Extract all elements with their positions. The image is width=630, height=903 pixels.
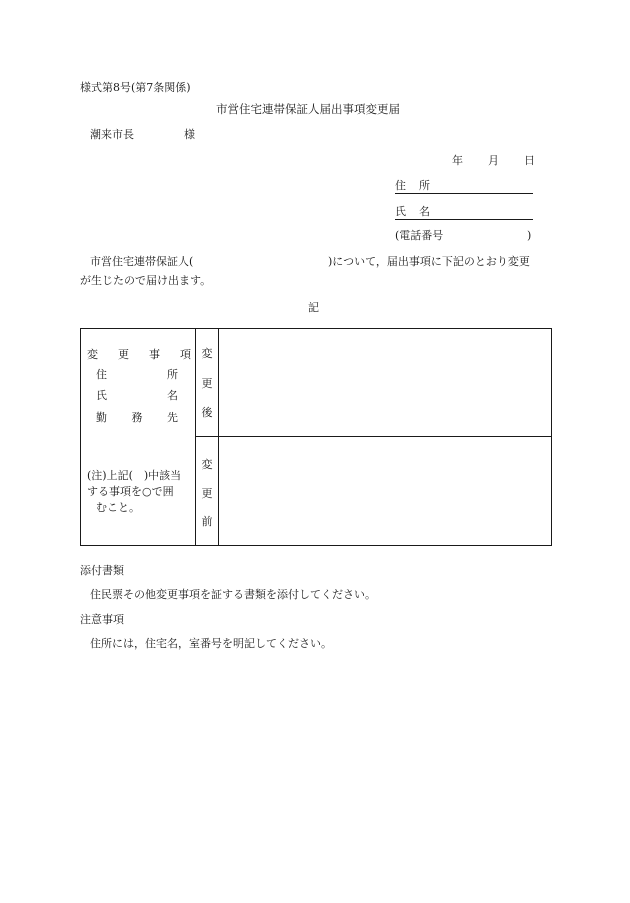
item-heading-char: 項 — [180, 348, 191, 361]
honorific: 様 — [184, 128, 195, 141]
item-address — [96, 369, 178, 380]
item-char: 名 — [167, 389, 178, 402]
after-change-label — [199, 348, 215, 418]
note-line-2: する事項を○で囲 — [87, 485, 174, 498]
form-title: 市営住宅連帯保証人届出事項変更届 — [216, 102, 400, 116]
before-change-label — [199, 459, 215, 527]
table-row-divider — [195, 436, 551, 437]
after-char: 更 — [201, 376, 213, 390]
name-field[interactable] — [395, 206, 533, 220]
phone-close: ) — [527, 229, 532, 242]
address-label-1: 住 — [395, 179, 406, 192]
item-heading-char: 事 — [149, 348, 160, 361]
attachments-text: 住民票その他変更事項を証する書類を添付してください。 — [90, 588, 376, 601]
item-char: 氏 — [96, 389, 107, 402]
body-line-2: が生じたので届け出ます。 — [80, 274, 212, 287]
item-heading-char: 変 — [87, 348, 98, 361]
before-char: 更 — [201, 486, 213, 500]
item-char: 務 — [131, 411, 143, 424]
notes-text: 住所には，住宅名，室番号を明記してください。 — [90, 637, 332, 650]
item-char: 勤 — [96, 411, 107, 424]
after-change-input-area[interactable] — [220, 330, 549, 435]
attachments-heading: 添付書類 — [80, 564, 124, 577]
address-label-2: 所 — [419, 179, 430, 192]
note-line-1: (注)上記( )中該当 — [87, 469, 182, 482]
date-month-label: 月 — [488, 154, 499, 167]
body-line-1-start: 市営住宅連帯保証人( — [90, 255, 194, 268]
ki-heading: 記 — [308, 301, 319, 314]
date-year-label: 年 — [452, 154, 463, 167]
after-char: 後 — [201, 406, 213, 419]
item-char: 住 — [96, 368, 107, 381]
item-name — [96, 390, 178, 401]
phone-label: (電話番号 — [395, 229, 444, 242]
date-day-label: 日 — [524, 154, 535, 167]
addressee: 潮来市長 — [90, 128, 134, 141]
before-char: 変 — [201, 458, 213, 471]
notes-heading: 注意事項 — [80, 613, 124, 626]
body-line-1-end: )について，届出事項に下記のとおり変更 — [328, 255, 530, 268]
note-line-3: むこと。 — [96, 501, 140, 514]
item-char: 先 — [167, 411, 178, 424]
item-workplace — [96, 412, 178, 423]
name-label-1: 氏 — [395, 205, 406, 218]
name-label-2: 名 — [419, 205, 430, 218]
item-heading-char: 更 — [118, 348, 129, 361]
before-change-input-area[interactable] — [220, 438, 549, 543]
address-field[interactable] — [395, 180, 533, 194]
after-char: 変 — [201, 347, 213, 360]
form-number: 様式第8号(第7条関係) — [80, 81, 191, 94]
item-heading — [87, 349, 191, 360]
before-char: 前 — [201, 515, 213, 528]
item-char: 所 — [167, 368, 178, 381]
